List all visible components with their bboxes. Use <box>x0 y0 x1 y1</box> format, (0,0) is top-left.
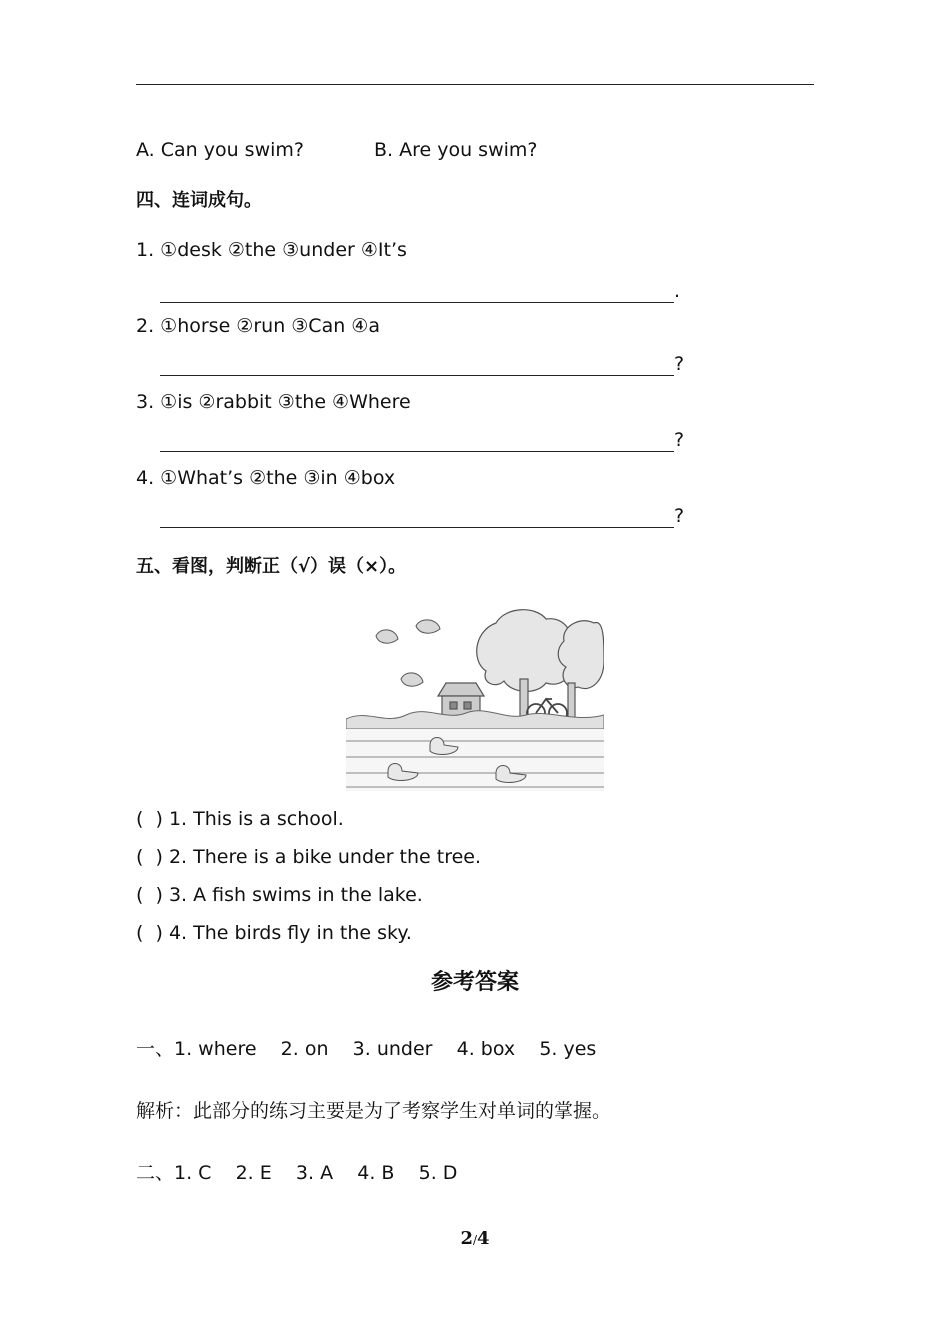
answer-blank[interactable] <box>160 509 674 528</box>
sentence-prompt-3: 3. ①is ②rabbit ③the ④Where <box>136 391 411 413</box>
scene-illustration <box>346 601 604 791</box>
answer-blank[interactable] <box>160 433 674 452</box>
page-current: 2 <box>460 1228 473 1249</box>
page-separator: / <box>472 1233 478 1247</box>
option-b: B. Are you swim? <box>374 139 538 161</box>
section-4-heading: 四、连词成句。 <box>136 190 262 211</box>
answer-part-1: 一、1. where 2. on 3. under 4. box 5. yes <box>136 1038 597 1060</box>
end-punctuation: . <box>674 280 681 302</box>
end-punctuation: ? <box>674 429 685 451</box>
sentence-prompt-4: 4. ①What’s ②the ③in ④box <box>136 467 396 489</box>
end-punctuation: ? <box>674 353 685 375</box>
end-punctuation: ? <box>674 505 685 527</box>
answer-blank[interactable] <box>160 284 674 303</box>
lake <box>346 729 604 791</box>
answer-blank[interactable] <box>160 357 674 376</box>
answer-key-title: 参考答案 <box>430 970 519 995</box>
answer-part-2: 二、1. C 2. E 3. A 4. B 5. D <box>136 1162 458 1184</box>
page-total: 4 <box>477 1228 490 1249</box>
answer-line-3 <box>160 428 684 452</box>
option-a: A. Can you swim? <box>136 139 304 161</box>
page-number <box>0 1227 950 1252</box>
statement-4: ( ) 4. The birds fly in the sky. <box>136 922 412 944</box>
answer-analysis: 解析：此部分的练习主要是为了考察学生对单词的掌握。 <box>136 1100 612 1122</box>
answer-line-1 <box>160 279 680 303</box>
statement-1: ( ) 1. This is a school. <box>136 808 344 830</box>
sentence-prompt-2: 2. ①horse ②run ③Can ④a <box>136 315 380 337</box>
top-rule <box>136 84 814 85</box>
sentence-prompt-1: 1. ①desk ②the ③under ④It’s <box>136 239 407 261</box>
answer-line-4 <box>160 504 684 528</box>
options-line <box>136 138 538 162</box>
statement-3: ( ) 3. A fish swims in the lake. <box>136 884 423 906</box>
statement-2: ( ) 2. There is a bike under the tree. <box>136 846 482 868</box>
section-5-heading: 五、看图，判断正（√）误（×）。 <box>136 556 407 577</box>
answer-line-2 <box>160 352 684 376</box>
